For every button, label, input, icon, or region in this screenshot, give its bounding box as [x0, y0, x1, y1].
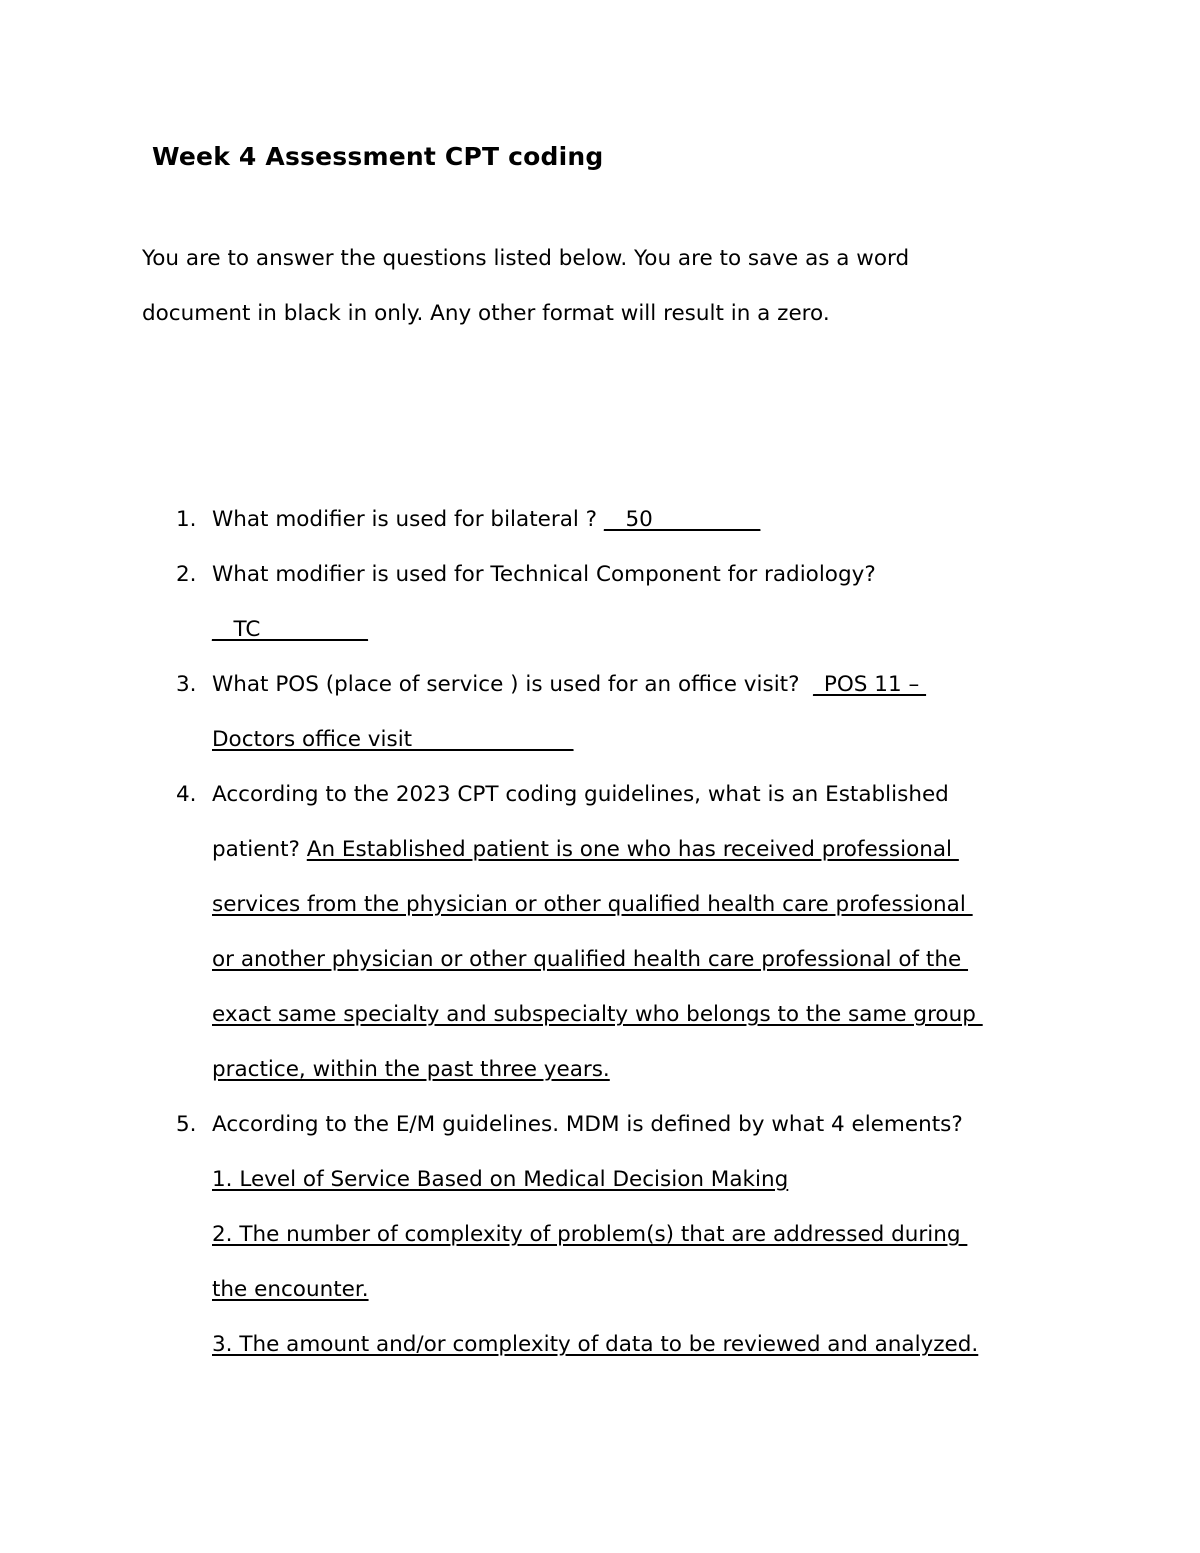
answer-line	[212, 1207, 1200, 1262]
answer-text: 1. Level of Service Based on Medical Decision Making	[212, 1167, 789, 1192]
answer-line	[212, 932, 1200, 987]
answer-line	[212, 712, 1200, 767]
question-line	[212, 657, 1200, 712]
question-number: 5.	[176, 1112, 197, 1137]
question-line	[212, 822, 1200, 877]
question-item-1	[0, 492, 1200, 547]
answer-text: 2. The number of complexity of problem(s) that are addressed during	[212, 1222, 968, 1247]
question-prompt: According to the 2023 CPT coding guidelines, what is an Established	[212, 782, 949, 807]
answer-line	[212, 602, 1200, 657]
question-number: 3.	[176, 672, 197, 697]
answer-text: practice, within the past three years.	[212, 1057, 610, 1082]
question-number: 2.	[176, 562, 197, 587]
question-number: 4.	[176, 782, 197, 807]
question-line	[212, 767, 1200, 822]
answer-text: the encounter.	[212, 1277, 369, 1302]
question-item-5	[0, 1097, 1200, 1372]
question-line	[212, 492, 1200, 547]
answer-line	[212, 987, 1200, 1042]
question-prompt: What modifier is used for Technical Component for radiology?	[212, 562, 876, 587]
question-list	[0, 492, 1200, 1372]
answer-text: __TC__________	[212, 617, 368, 642]
question-prompt: According to the E/M guidelines. MDM is defined by what 4 elements?	[212, 1112, 963, 1137]
answer-text: Doctors office visit_______________	[212, 727, 574, 752]
instructions-line: You are to answer the questions listed below. You are to save as a word	[142, 246, 910, 271]
answer-line	[212, 877, 1200, 932]
answer-line	[212, 1262, 1200, 1317]
question-prompt: What POS (place of service ) is used for an office visit?	[212, 672, 814, 697]
answer-text: 3. The amount and/or complexity of data to be reviewed and analyzed.	[212, 1332, 979, 1357]
answer-line	[212, 1152, 1200, 1207]
answer-text: or another physician or other qualified health care professional of the	[212, 947, 969, 972]
answer-text: exact same specialty and subspecialty who belongs to the same group	[212, 1002, 983, 1027]
answer-line	[212, 1042, 1200, 1097]
question-item-2	[0, 547, 1200, 657]
instructions-line: document in black in only. Any other format will result in a zero.	[142, 301, 830, 326]
question-prompt: patient?	[212, 837, 307, 862]
answer-text: _POS 11 –	[813, 672, 927, 697]
answer-line	[212, 1317, 1200, 1372]
document-title: Week 4 Assessment CPT coding	[152, 142, 604, 171]
question-item-4	[0, 767, 1200, 1097]
instructions-paragraph	[142, 231, 1142, 341]
answer-text: An Established patient is one who has received professional	[306, 837, 959, 862]
question-line	[212, 1097, 1200, 1152]
answer-text: __50__________	[603, 507, 761, 532]
question-prompt: What modifier is used for bilateral ?	[212, 507, 604, 532]
question-line	[212, 547, 1200, 602]
question-number: 1.	[176, 507, 197, 532]
answer-text: services from the physician or other qualified health care professional	[212, 892, 973, 917]
question-item-3	[0, 657, 1200, 767]
